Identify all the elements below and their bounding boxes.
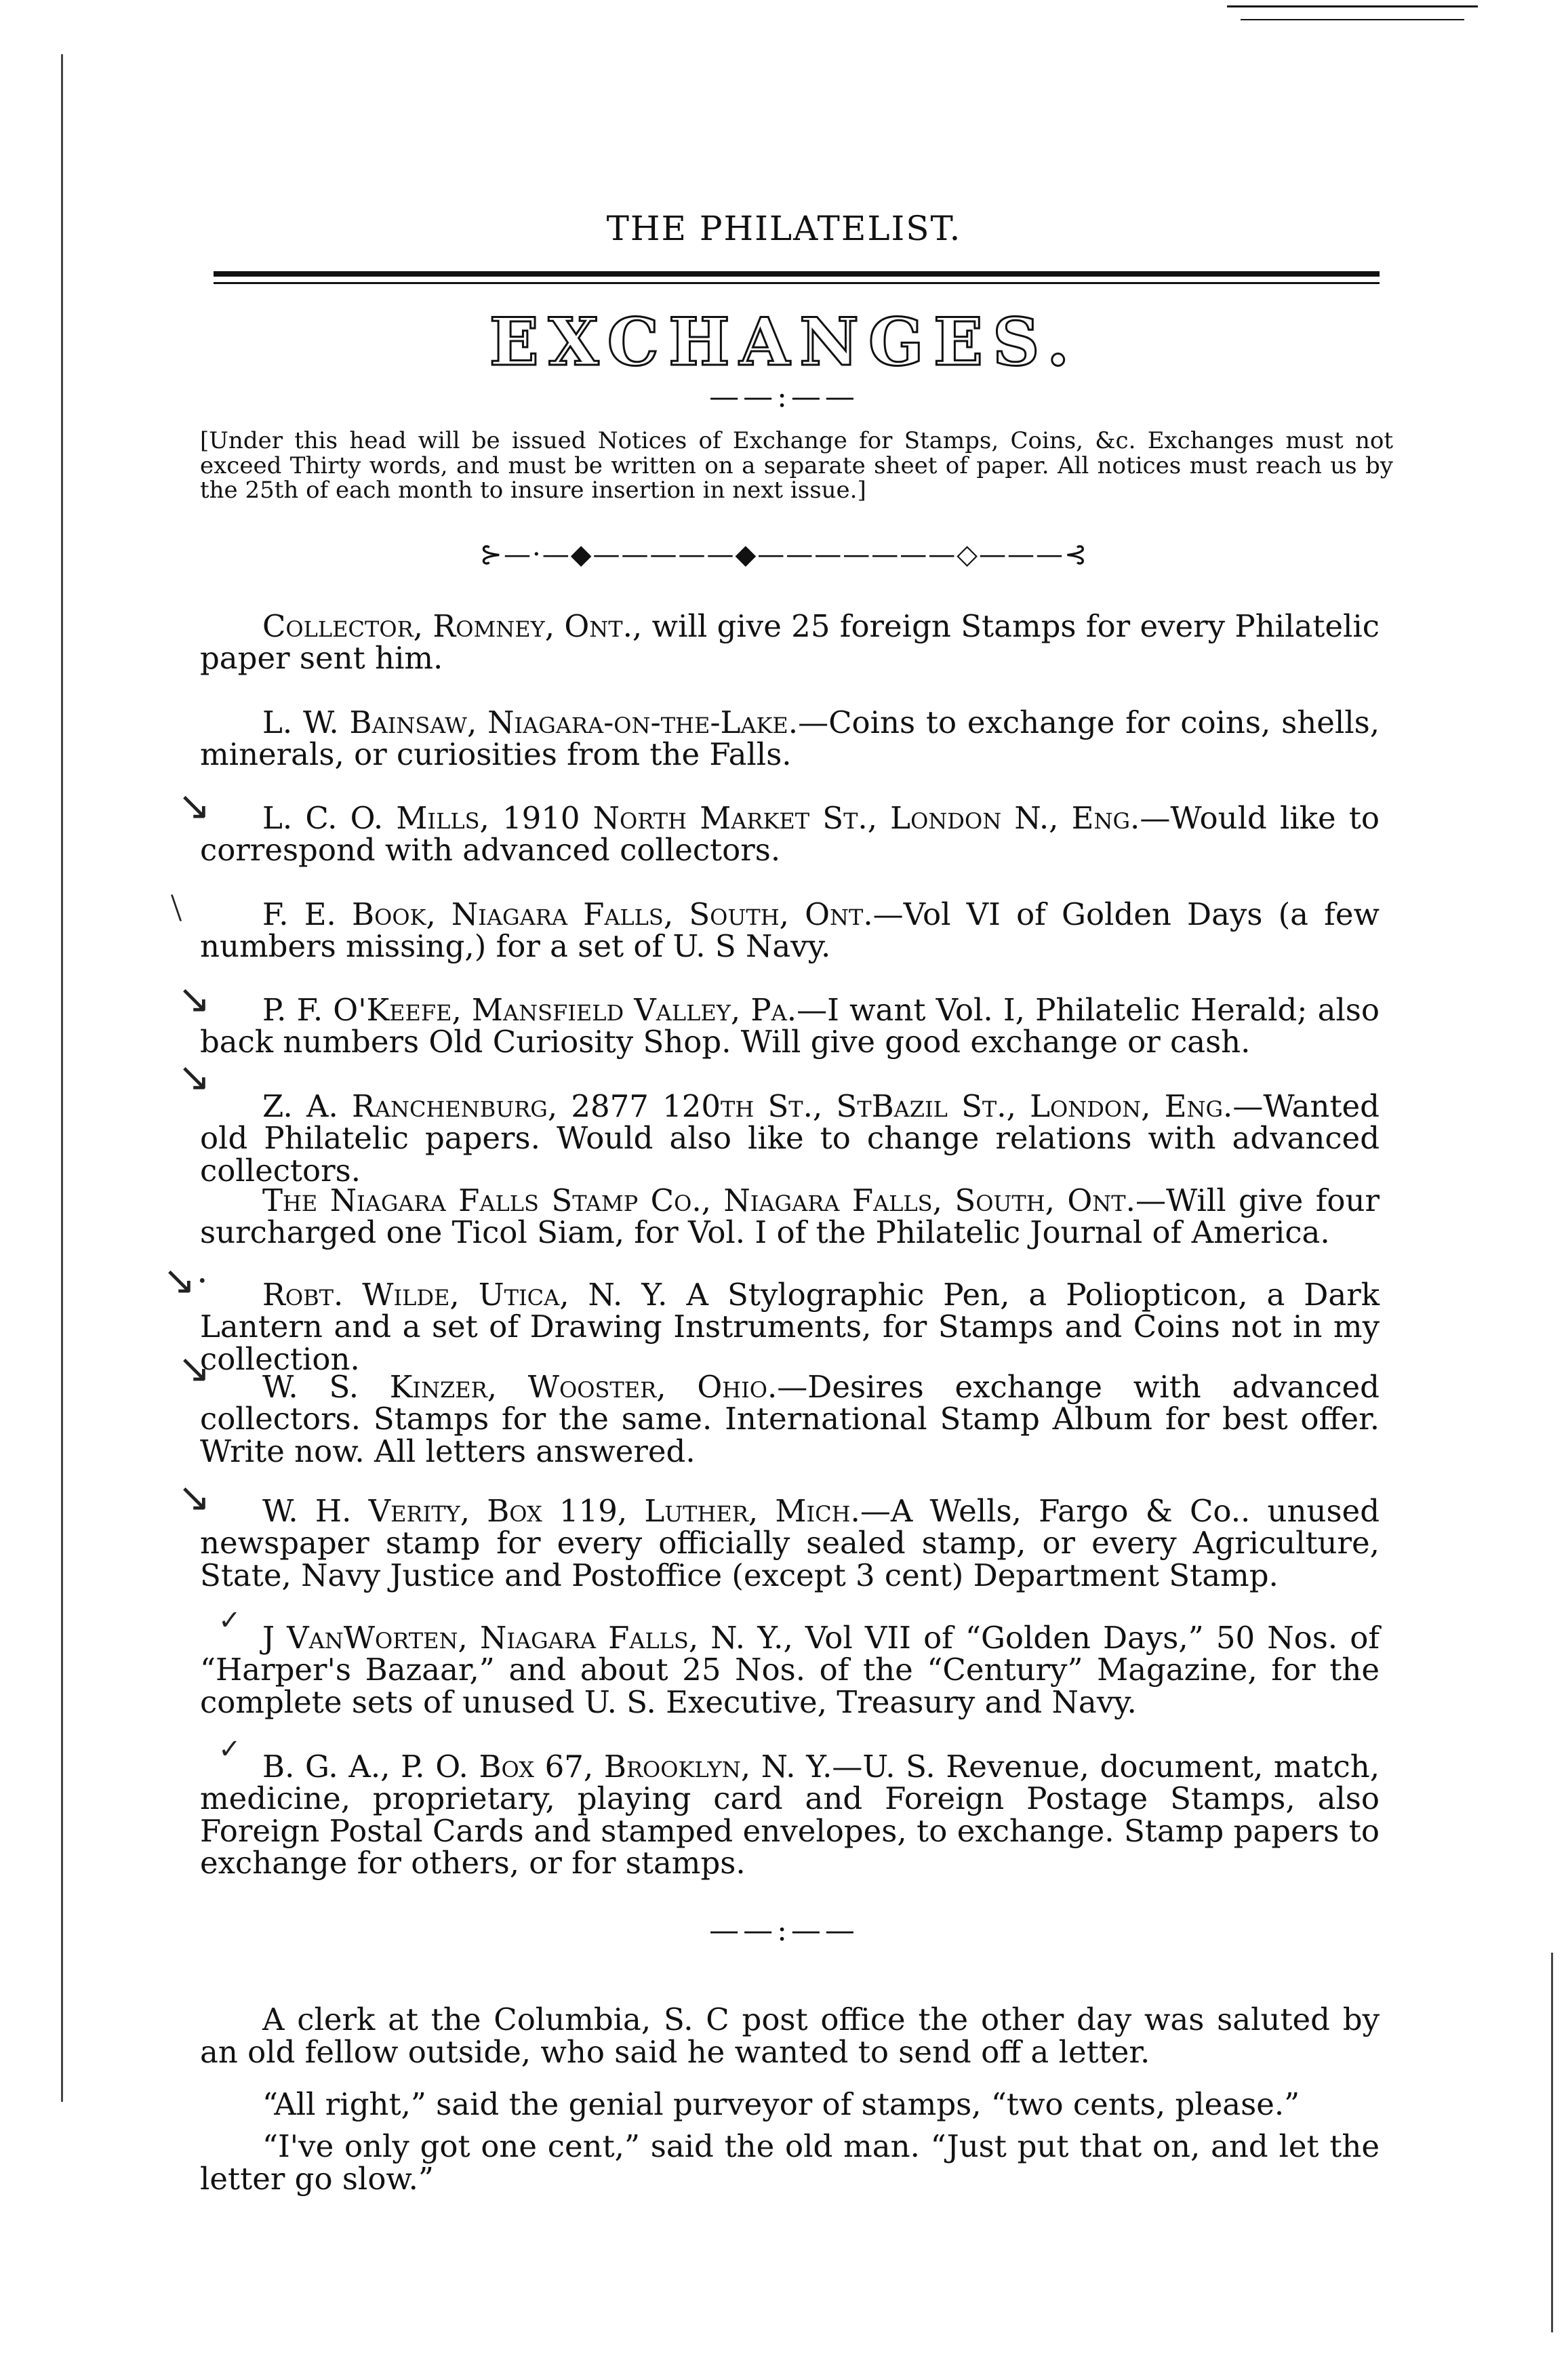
exchange-entry — [200, 898, 1380, 963]
exchange-entry — [200, 610, 1380, 675]
pencil-checkmark-icon: ↘ — [178, 977, 211, 1021]
pencil-checkmark-icon: ↘ — [178, 1055, 211, 1099]
entry-name: L. W. Bainsaw, Niagara-on-the-Lake. — [262, 704, 799, 740]
scan-edge-right — [1551, 1953, 1553, 2332]
ornament-divider: ⊱—·—◆—————◆———————◇———⊰ — [479, 539, 1089, 570]
exchange-notice: [Under this head will be issued Notices of Exchange for Stamps, Coins, &c. Exchanges must not exceed Thirty words, and must be written on a separate sheet of paper. All notices must reach us by the 25th of each month to insure insertion in next issue.] — [200, 427, 1393, 504]
entry-name: W. H. Verity, Box 119, Luther, Mich. — [262, 1493, 860, 1529]
anecdote-paragraph: “I've only got one cent,” said the old man. “Just put that on, and let the letter go slow.” — [200, 2128, 1380, 2197]
exchange-entry — [200, 1371, 1380, 1467]
pencil-checkmark-icon: ↘ — [178, 1475, 211, 1519]
entry-name: Robt. Wilde, Utica, N. Y. — [262, 1277, 668, 1313]
entry-name: L. C. O. Mills, 1910 North Market St., London N., Eng. — [262, 800, 1140, 836]
entry-text: —Wanted old Philatelic papers. Would also like to change relations with advanced collectors. — [200, 1088, 1380, 1189]
entry-text: —Desires exchange with advanced collectors. Stamps for the same. International Stamp Album for best offer. Write now. All letters answered. — [200, 1369, 1380, 1469]
pencil-checkmark-icon: ↘· — [163, 1258, 209, 1302]
exchange-entry — [200, 1090, 1380, 1187]
entry-name: Z. A. Ranchenburg, 2877 120th St., StBazil St., London, Eng. — [262, 1088, 1233, 1124]
entry-name: P. F. O'Keefe, Mansfield Valley, Pa. — [262, 992, 797, 1028]
entry-name: Collector, Romney, Ont., — [262, 608, 643, 644]
exchange-entry — [200, 1495, 1380, 1591]
entry-text: —Coins to exchange for coins, shells, minerals, or curiosities from the Falls. — [200, 704, 1380, 773]
pencil-checkmark-icon: ↘ — [178, 784, 211, 828]
pencil-checkmark-icon: ↘ — [178, 1347, 211, 1391]
exchange-entry — [200, 994, 1380, 1058]
exchange-entry — [200, 1622, 1380, 1718]
running-head: THE PHILATELIST. — [606, 209, 962, 248]
anecdote-paragraph: A clerk at the Columbia, S. C post office the other day was saluted by an old fellow outside, who said he wanted to send off a letter. — [200, 2001, 1380, 2071]
exchange-entry — [200, 1751, 1380, 1879]
entry-name: B. G. A., P. O. Box 67, Brooklyn, N. Y. — [262, 1749, 832, 1785]
entry-text: —I want Vol. I, Philatelic Herald; also back numbers Old Curiosity Shop. Will give good exchange or cash. — [200, 992, 1380, 1060]
entry-text: —A Wells, Fargo & Co.. unused newspaper stamp for every officially sealed stamp, or every Agriculture, State, Navy Justice and Postoffice (except 3 cent) Department Stamp. — [200, 1493, 1380, 1593]
pencil-checkmark-icon: ✓ — [218, 1605, 241, 1635]
entry-name: J VanWorten, Niagara Falls, N. Y., — [262, 1620, 793, 1656]
anecdote-paragraph: “All right,” said the genial purveyor of stamps, “two cents, please.” — [262, 2086, 1300, 2122]
scan-rule-top — [1227, 5, 1478, 7]
entry-text: will give 25 foreign Stamps for every Philatelic paper sent him. — [200, 608, 1380, 677]
exchange-entry — [200, 706, 1380, 771]
entry-text: —Will give four surcharged one Ticol Siam, for Vol. I of the Philatelic Journal of America. — [200, 1182, 1380, 1251]
entry-name: F. E. Book, Niagara Falls, South, Ont. — [262, 896, 873, 932]
pencil-checkmark-icon: \ — [171, 885, 182, 930]
separator-bottom: ——:—— — [709, 1913, 859, 1948]
entry-text: —U. S. Revenue, document, match, medicine, proprietary, playing card and Foreign Postage Stamps, also Foreign Postal Cards and stamped envelopes, to exchange. Stamp papers to exchange for others, or for stamps. — [200, 1749, 1380, 1881]
entry-text: Vol VII of “Golden Days,” 50 Nos. of “Harper's Bazaar,” and about 25 Nos. of the “Century” Magazine, for the complete sets of unused U. S. Executive, Treasury and Navy. — [200, 1620, 1380, 1720]
entry-name: W. S. Kinzer, Wooster, Ohio. — [262, 1369, 778, 1405]
header-rule-thick — [214, 271, 1380, 277]
pencil-checkmark-icon: ✓ — [218, 1734, 241, 1764]
exchange-entry — [200, 1279, 1380, 1375]
separator-top: ——:—— — [709, 380, 859, 414]
entry-text: —Vol VI of Golden Days (a few numbers missing,) for a set of U. S Navy. — [200, 896, 1380, 965]
scan-rule-top-2 — [1241, 19, 1464, 20]
header-rule-thin — [214, 282, 1380, 284]
section-title: EXCHANGES. — [489, 304, 1079, 380]
exchange-entry — [200, 1184, 1380, 1249]
entry-text: —Would like to correspond with advanced collectors. — [200, 800, 1380, 869]
entry-name: The Niagara Falls Stamp Co., Niagara Falls, South, Ont. — [262, 1182, 1135, 1218]
entry-text: A Stylographic Pen, a Poliopticon, a Dark Lantern and a set of Drawing Instruments, for Stamps and Coins not in my collection. — [200, 1277, 1380, 1377]
exchange-entry — [200, 800, 1380, 869]
